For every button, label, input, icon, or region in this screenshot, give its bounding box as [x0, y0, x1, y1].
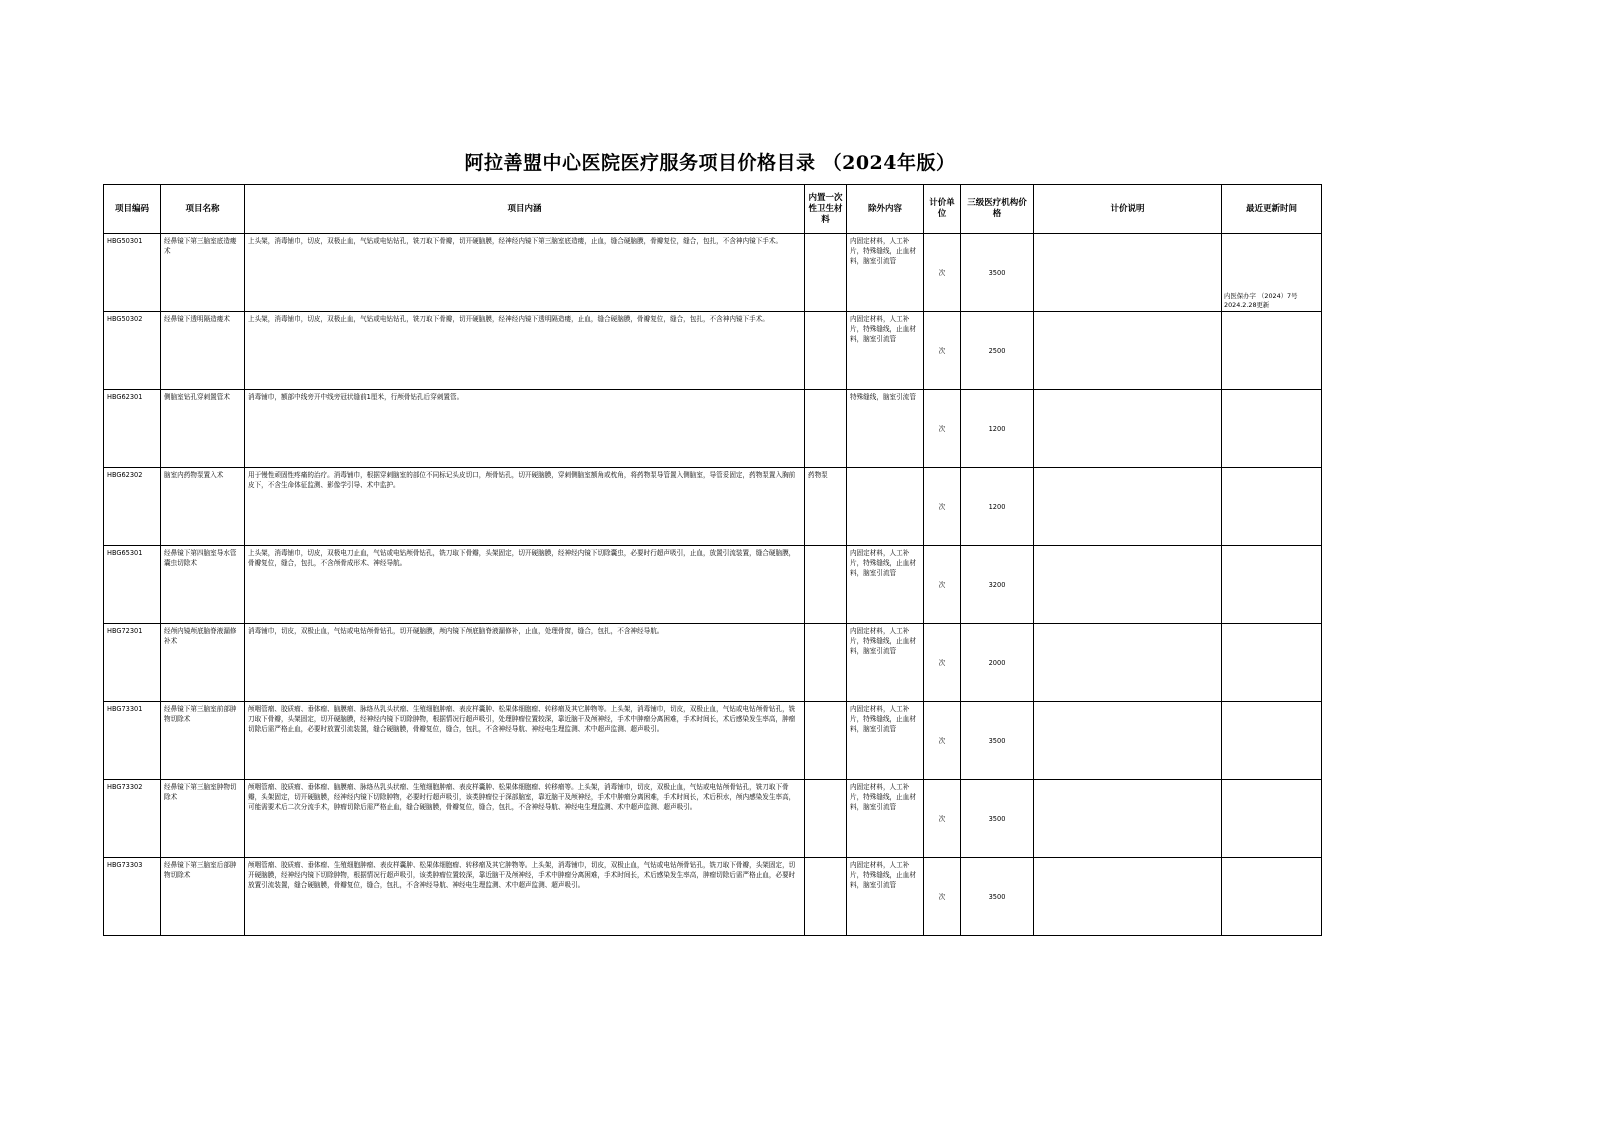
cell-updated — [1222, 858, 1322, 936]
cell-price: 2500 — [961, 312, 1034, 390]
cell-unit: 次 — [924, 234, 961, 312]
header-name: 项目名称 — [161, 185, 245, 234]
cell-excluded: 内固定材料，人工补片，特殊缝线，止血材料，脑室引流管 — [847, 624, 924, 702]
cell-price: 3200 — [961, 546, 1034, 624]
cell-price: 3500 — [961, 234, 1034, 312]
page-title: 阿拉善盟中心医院医疗服务项目价格目录 （2024年版） — [464, 152, 956, 174]
cell-name: 经鼻镜下第三脑室底造瘘术 — [161, 234, 245, 312]
cell-name: 经颅内镜颅底脑脊液漏修补术 — [161, 624, 245, 702]
cell-price: 2000 — [961, 624, 1034, 702]
cell-updated — [1222, 312, 1322, 390]
cell-disposable — [805, 780, 847, 858]
table-row — [104, 312, 1322, 390]
cell-unit: 次 — [924, 390, 961, 468]
header-updated: 最近更新时间 — [1222, 185, 1322, 234]
cell-content: 消毒铺巾，额部中线旁开中线旁冠状缝前1厘米，行颅骨钻孔后穿刺置管。 — [245, 390, 805, 468]
cell-unit: 次 — [924, 312, 961, 390]
table-header-row — [104, 185, 1322, 234]
cell-code: HBG73301 — [104, 702, 161, 780]
cell-unit: 次 — [924, 702, 961, 780]
cell-disposable — [805, 546, 847, 624]
cell-disposable — [805, 624, 847, 702]
cell-code: HBG50302 — [104, 312, 161, 390]
header-content: 项目内涵 — [245, 185, 805, 234]
cell-price: 1200 — [961, 468, 1034, 546]
table-row — [104, 780, 1322, 858]
table-row — [104, 234, 1322, 312]
cell-updated — [1222, 780, 1322, 858]
cell-name: 经鼻镜下第三脑室肿物切除术 — [161, 780, 245, 858]
cell-note — [1034, 390, 1222, 468]
cell-code: HBG73303 — [104, 858, 161, 936]
cell-excluded: 内固定材料，人工补片，特殊缝线，止血材料，脑室引流管 — [847, 546, 924, 624]
cell-content: 上头架，消毒铺巾，切皮，双极电刀止血，气钻或电钻颅骨钻孔，铣刀取下骨瓣，头架固定，切开硬脑膜，经神经内镜下切除囊虫，必要时行超声吸引，止血，放置引流装置，缝合硬脑膜，骨瓣复位，缝合，包扎，不含颅骨成形术、神经导航。 — [245, 546, 805, 624]
update-note: 内医保办字 （2024）7号 2024.2.28更新 — [1224, 292, 1298, 309]
cell-excluded: 内固定材料，人工补片，特殊缝线，止血材料，脑室引流管 — [847, 702, 924, 780]
table-row — [104, 468, 1322, 546]
price-table — [103, 184, 1322, 936]
header-unit: 计价单位 — [924, 185, 961, 234]
cell-price: 3500 — [961, 780, 1034, 858]
table-row — [104, 546, 1322, 624]
cell-disposable: 药物泵 — [805, 468, 847, 546]
header-excluded: 除外内容 — [847, 185, 924, 234]
cell-note — [1034, 234, 1222, 312]
cell-content: 上头架，消毒铺巾，切皮，双极止血，气钻或电钻钻孔，铣刀取下骨瓣，切开硬脑膜，经神经内镜下透明隔造瘘，止血，缝合硬脑膜，骨瓣复位，缝合，包扎，不含神内镜下手术。 — [245, 312, 805, 390]
cell-code: HBG72301 — [104, 624, 161, 702]
header-disposable: 内置一次性卫生材料 — [805, 185, 847, 234]
cell-excluded — [847, 468, 924, 546]
cell-note — [1034, 858, 1222, 936]
cell-updated — [1222, 390, 1322, 468]
cell-name: 经鼻镜下透明隔造瘘术 — [161, 312, 245, 390]
cell-note — [1034, 546, 1222, 624]
cell-excluded: 内固定材料，人工补片，特殊缝线，止血材料，脑室引流管 — [847, 312, 924, 390]
cell-name: 经鼻镜下第三脑室后部肿物切除术 — [161, 858, 245, 936]
header-price: 三级医疗机构价格 — [961, 185, 1034, 234]
cell-disposable — [805, 858, 847, 936]
cell-updated — [1222, 624, 1322, 702]
cell-price: 3500 — [961, 858, 1034, 936]
cell-content: 颅咽管瘤、胶质瘤、垂体瘤、脑膜瘤、脉络丛乳头状瘤、生殖细胞肿瘤、表皮样囊肿、松果体细胞瘤、转移瘤等。上头架，消毒铺巾，切皮，双极止血，气钻或电钻颅骨钻孔，铣刀取下骨瓣，头架固定，切开硬脑膜，经神经内镜下切除肿物，必要时行超声吸引，该类肿瘤位于深部脑室，靠近脑干及颅神经，手术中肿瘤分离困难，手术时间长，术后积水，颅内感染发生率高，可能需要术后二次分流手术，肿瘤切除后需严格止血，缝合硬脑膜，骨瓣复位，缝合，包扎，不含神经导航、神经电生理监测、术中超声监测、超声吸引。 — [245, 780, 805, 858]
cell-excluded: 内固定材料，人工补片，特殊缝线，止血材料，脑室引流管 — [847, 780, 924, 858]
cell-updated — [1222, 234, 1322, 312]
cell-name: 侧脑室钻孔穿刺置管术 — [161, 390, 245, 468]
header-code: 项目编码 — [104, 185, 161, 234]
cell-unit: 次 — [924, 468, 961, 546]
cell-disposable — [805, 390, 847, 468]
table-row — [104, 702, 1322, 780]
table-row — [104, 390, 1322, 468]
cell-note — [1034, 624, 1222, 702]
header-note: 计价说明 — [1034, 185, 1222, 234]
cell-code: HBG50301 — [104, 234, 161, 312]
cell-unit: 次 — [924, 546, 961, 624]
cell-updated — [1222, 546, 1322, 624]
cell-unit: 次 — [924, 624, 961, 702]
cell-content: 消毒铺巾，切皮，双极止血，气钻或电钻颅骨钻孔，切开硬脑膜，颅内镜下颅底脑脊液漏修补，止血，处理骨窗，缝合，包扎，不含神经导航。 — [245, 624, 805, 702]
cell-excluded: 内固定材料，人工补片，特殊缝线，止血材料，脑室引流管 — [847, 234, 924, 312]
cell-updated — [1222, 702, 1322, 780]
cell-content: 用于慢性顽固性疼痛的治疗。消毒铺巾，根据穿刺脑室的部位不同标记头皮切口，颅骨钻孔，切开硬脑膜，穿刺侧脑室额角或枕角，将药物泵导管置入侧脑室，导管妥固定，药物泵置入胸前皮下，不含生命体征监测、影像学引导、术中监护。 — [245, 468, 805, 546]
cell-name: 经鼻镜下第三脑室前部肿物切除术 — [161, 702, 245, 780]
table-row — [104, 858, 1322, 936]
cell-excluded: 特殊缝线，脑室引流管 — [847, 390, 924, 468]
cell-name: 经鼻镜下第四脑室导水管囊虫切除术 — [161, 546, 245, 624]
cell-unit: 次 — [924, 858, 961, 936]
cell-updated — [1222, 468, 1322, 546]
cell-code: HBG62301 — [104, 390, 161, 468]
cell-note — [1034, 780, 1222, 858]
cell-note — [1034, 702, 1222, 780]
cell-content: 颅咽管瘤、胶质瘤、垂体瘤、脑膜瘤、脉络丛乳头状瘤、生殖细胞肿瘤、表皮样囊肿、松果体细胞瘤、转移瘤及其它肿物等。上头架，消毒铺巾，切皮，双极止血，气钻或电钻颅骨钻孔，铣刀取下骨瓣，头架固定，切开硬脑膜，经神经内镜下切除肿物，根据情况行超声吸引，处理肿瘤位置较深，靠近脑干及颅神经，手术中肿瘤分离困难，手术时间长，术后感染发生率高，肿瘤切除后需严格止血，必要时放置引流装置，缝合硬脑膜，骨瓣复位，缝合，包扎，不含神经导航、神经电生理监测、术中超声监测、超声吸引。 — [245, 702, 805, 780]
cell-disposable — [805, 702, 847, 780]
cell-disposable — [805, 312, 847, 390]
cell-content: 上头架，消毒铺巾，切皮，双极止血，气钻或电钻钻孔，铣刀取下骨瓣，切开硬脑膜，经神经内镜下第三脑室底造瘘，止血，缝合硬脑膜，骨瓣复位，缝合，包扎，不含神内镜下手术。 — [245, 234, 805, 312]
cell-content: 颅咽管瘤、胶质瘤、垂体瘤、生殖细胞肿瘤、表皮样囊肿、松果体细胞瘤、转移瘤及其它肿物等。上头架，消毒铺巾，切皮，双极止血，气钻或电钻颅骨钻孔，铣刀取下骨瓣，头架固定，切开硬脑膜，经神经内镜下切除肿物，根据情况行超声吸引，该类肿瘤位置较深，靠近脑干及颅神经，手术中肿瘤分离困难，手术时间长，术后感染发生率高，肿瘤切除后需严格止血，必要时放置引流装置，缝合硬脑膜，骨瓣复位，缝合，包扎，不含神经导航、神经电生理监测、术中超声监测、超声吸引。 — [245, 858, 805, 936]
cell-code: HBG65301 — [104, 546, 161, 624]
cell-name: 脑室内药物泵置入术 — [161, 468, 245, 546]
cell-excluded: 内固定材料，人工补片，特殊缝线，止血材料，脑室引流管 — [847, 858, 924, 936]
cell-note — [1034, 312, 1222, 390]
cell-note — [1034, 468, 1222, 546]
cell-code: HBG73302 — [104, 780, 161, 858]
cell-disposable — [805, 234, 847, 312]
cell-price: 1200 — [961, 390, 1034, 468]
table-row — [104, 624, 1322, 702]
cell-code: HBG62302 — [104, 468, 161, 546]
cell-unit: 次 — [924, 780, 961, 858]
cell-price: 3500 — [961, 702, 1034, 780]
